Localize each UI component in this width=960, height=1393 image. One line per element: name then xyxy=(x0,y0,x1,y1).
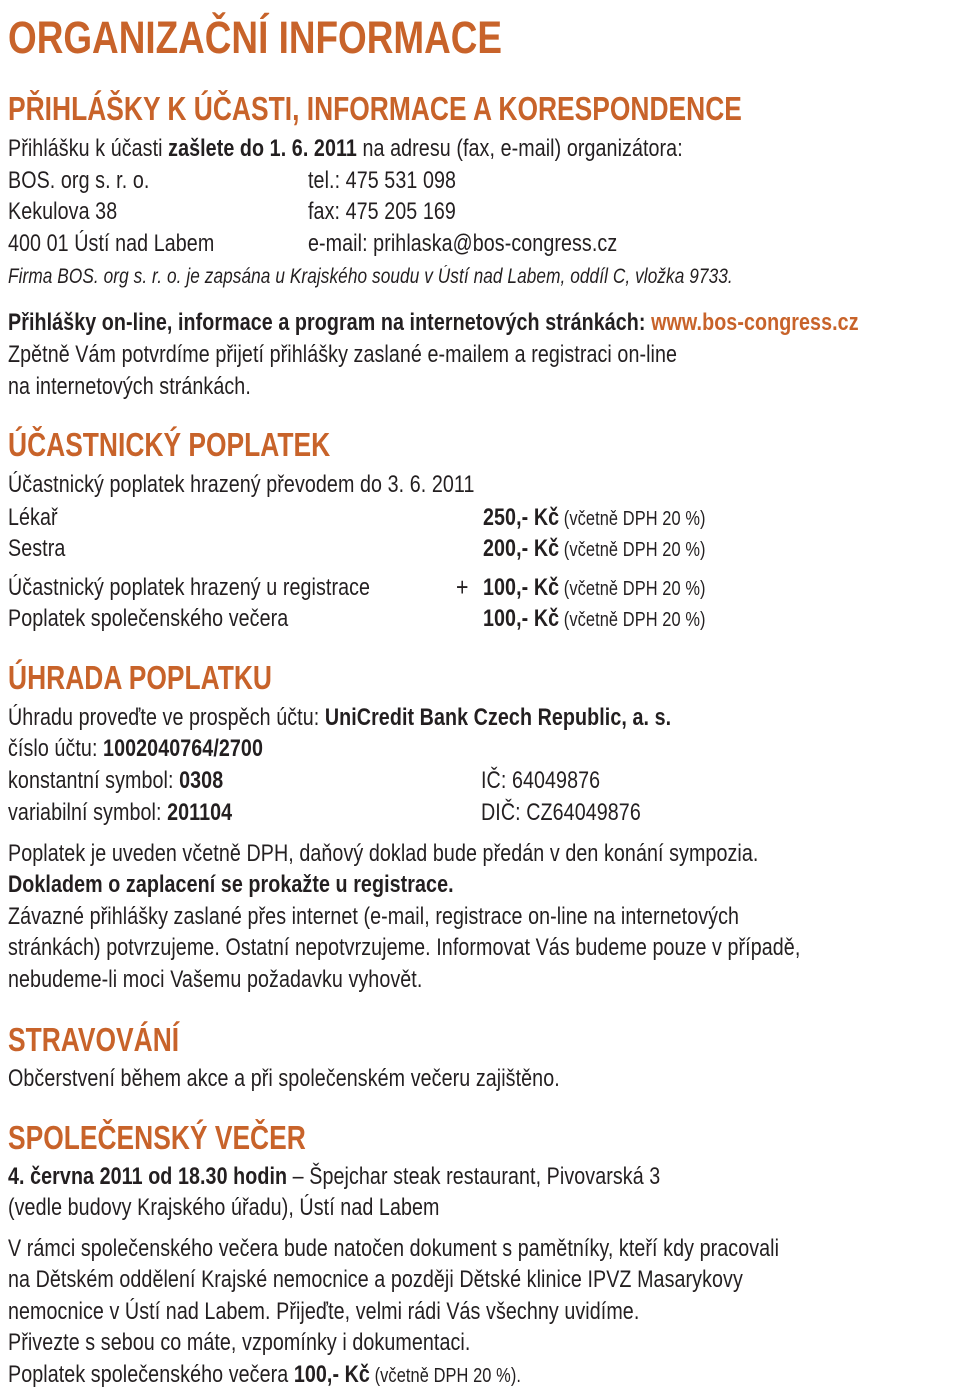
constant-symbol: 0308 xyxy=(179,767,224,794)
fee-label: Sestra xyxy=(8,535,66,562)
variable-symbol-label: variabilní symbol: xyxy=(8,799,168,826)
event-text-4: Přivezte s sebou co máte, vzpomínky i dokumentaci. xyxy=(8,1329,471,1356)
plus-sign: + xyxy=(456,572,469,602)
fee-label: Lékař xyxy=(8,504,58,531)
fee-amount-row xyxy=(483,503,706,534)
event-fee-label: Poplatek společenského večera xyxy=(8,1361,294,1388)
page-title: ORGANIZAČNÍ INFORMACE xyxy=(8,12,503,63)
fee-vat: (včetně DPH 20 %) xyxy=(559,609,706,631)
company-id: IČ: 64049876 xyxy=(481,767,601,794)
payment-note-bold: Dokladem o zaplacení se prokažte u registrace. xyxy=(8,871,454,898)
event-address: (vedle budovy Krajského úřadu), Ústí nad Labem xyxy=(8,1194,440,1221)
payment-note-4: stránkách) potvrzujeme. Ostatní nepotvrzujeme. Informovat Vás budeme pouze v případě, xyxy=(8,934,801,961)
tax-id: DIČ: CZ64049876 xyxy=(481,799,641,826)
fee-vat: (včetně DPH 20 %) xyxy=(559,539,706,561)
event-date: 4. června 2011 od 18.30 hodin xyxy=(8,1163,288,1190)
fee-amount: 100,- Kč xyxy=(483,605,560,632)
event-venue: – Špejchar steak restaurant, Pivovarská 3 xyxy=(287,1163,661,1190)
constant-symbol-label: konstantní symbol: xyxy=(8,767,180,794)
event-fee-vat: (včetně DPH 20 %). xyxy=(369,1365,521,1387)
fee-vat: (včetně DPH 20 %) xyxy=(559,508,706,530)
fee-amount-row xyxy=(483,573,706,604)
fee-intro: Účastnický poplatek hrazený převodem do 3. 6. 2011 xyxy=(8,471,475,498)
firm-registration-note: Firma BOS. org s. r. o. je zapsána u Krajského soudu v Ústí nad Labem, oddíl C, vložka 9733. xyxy=(8,265,733,288)
variable-symbol-line xyxy=(8,798,232,828)
organizer-street: Kekulova 38 xyxy=(8,198,118,225)
payment-account-holder xyxy=(8,703,671,733)
fee-amount: 100,- Kč xyxy=(483,574,560,601)
event-date-line xyxy=(8,1162,660,1192)
online-info-label: Přihlášky on-line, informace a program na internetových stránkách: xyxy=(8,309,652,336)
section-heading-social-evening: SPOLEČENSKÝ VEČER xyxy=(8,1119,306,1156)
intro-text-end: na adresu (fax, e-mail) organizátora: xyxy=(356,135,683,162)
catering-text: Občerstvení během akce a při společenském večeru zajištěno. xyxy=(8,1065,560,1092)
confirm-line-2: na internetových stránkách. xyxy=(8,373,251,400)
organizer-name: BOS. org s. r. o. xyxy=(8,167,150,194)
online-info xyxy=(8,308,859,338)
payment-note-5: nebudeme-li moci Vašemu požadavku vyhovět. xyxy=(8,966,423,993)
intro-text: Přihlášku k účasti xyxy=(8,135,169,162)
account-number: 1002040764/2700 xyxy=(103,735,263,762)
constant-symbol-line xyxy=(8,766,223,796)
fee-vat: (včetně DPH 20 %) xyxy=(559,578,706,600)
event-text-2: na Dětském oddělení Krajské nemocnice a později Dětské klinice IPVZ Masarykovy xyxy=(8,1266,743,1293)
fee-amount: 200,- Kč xyxy=(483,535,560,562)
variable-symbol: 201104 xyxy=(167,799,233,826)
section-heading-payment: ÚHRADA POPLATKU xyxy=(8,659,272,696)
fee-label: Účastnický poplatek hrazený u registrace xyxy=(8,574,371,601)
fee-amount-row xyxy=(483,604,706,635)
payment-note-1: Poplatek je uveden včetně DPH, daňový doklad bude předán v den konání sympozia. xyxy=(8,840,759,867)
intro-deadline: zašlete do 1. 6. 2011 xyxy=(168,135,357,162)
bank-name: UniCredit Bank Czech Republic, a. s. xyxy=(324,704,672,731)
section-heading-catering: STRAVOVÁNÍ xyxy=(8,1021,180,1058)
registration-intro xyxy=(8,134,683,164)
payment-note-3: Závazné přihlášky zaslané přes internet (e-mail, registrace on-line na internetových xyxy=(8,903,740,930)
event-fee-amount: 100,- Kč xyxy=(293,1361,370,1388)
organizer-email: e-mail: prihlaska@bos-congress.cz xyxy=(308,230,618,257)
event-text-3: nemocnice v Ústí nad Labem. Přijeďte, velmi rádi Vás všechny uvidíme. xyxy=(8,1298,640,1325)
event-fee-line xyxy=(8,1360,521,1391)
section-heading-registration: PŘIHLÁŠKY K ÚČASTI, INFORMACE A KORESPONDENCE xyxy=(8,90,742,127)
payment-label: Úhradu proveďte ve prospěch účtu: xyxy=(8,704,325,731)
section-heading-fee: ÚČASTNICKÝ POPLATEK xyxy=(8,426,331,463)
fee-amount-row xyxy=(483,534,706,565)
organizer-fax: fax: 475 205 169 xyxy=(308,198,456,225)
organizer-phone: tel.: 475 531 098 xyxy=(308,167,457,194)
account-number-line xyxy=(8,734,263,764)
organizer-city: 400 01 Ústí nad Labem xyxy=(8,230,215,257)
confirm-line-1: Zpětně Vám potvrdíme přijetí přihlášky zaslané e-mailem a registraci on-line xyxy=(8,341,678,368)
fee-label: Poplatek společenského večera xyxy=(8,605,289,632)
fee-amount: 250,- Kč xyxy=(483,504,560,531)
account-label: číslo účtu: xyxy=(8,735,104,762)
event-text-1: V rámci společenského večera bude natočen dokument s pamětníky, kteří kdy pracovali xyxy=(8,1235,780,1262)
website-link[interactable]: www.bos-congress.cz xyxy=(651,309,859,336)
